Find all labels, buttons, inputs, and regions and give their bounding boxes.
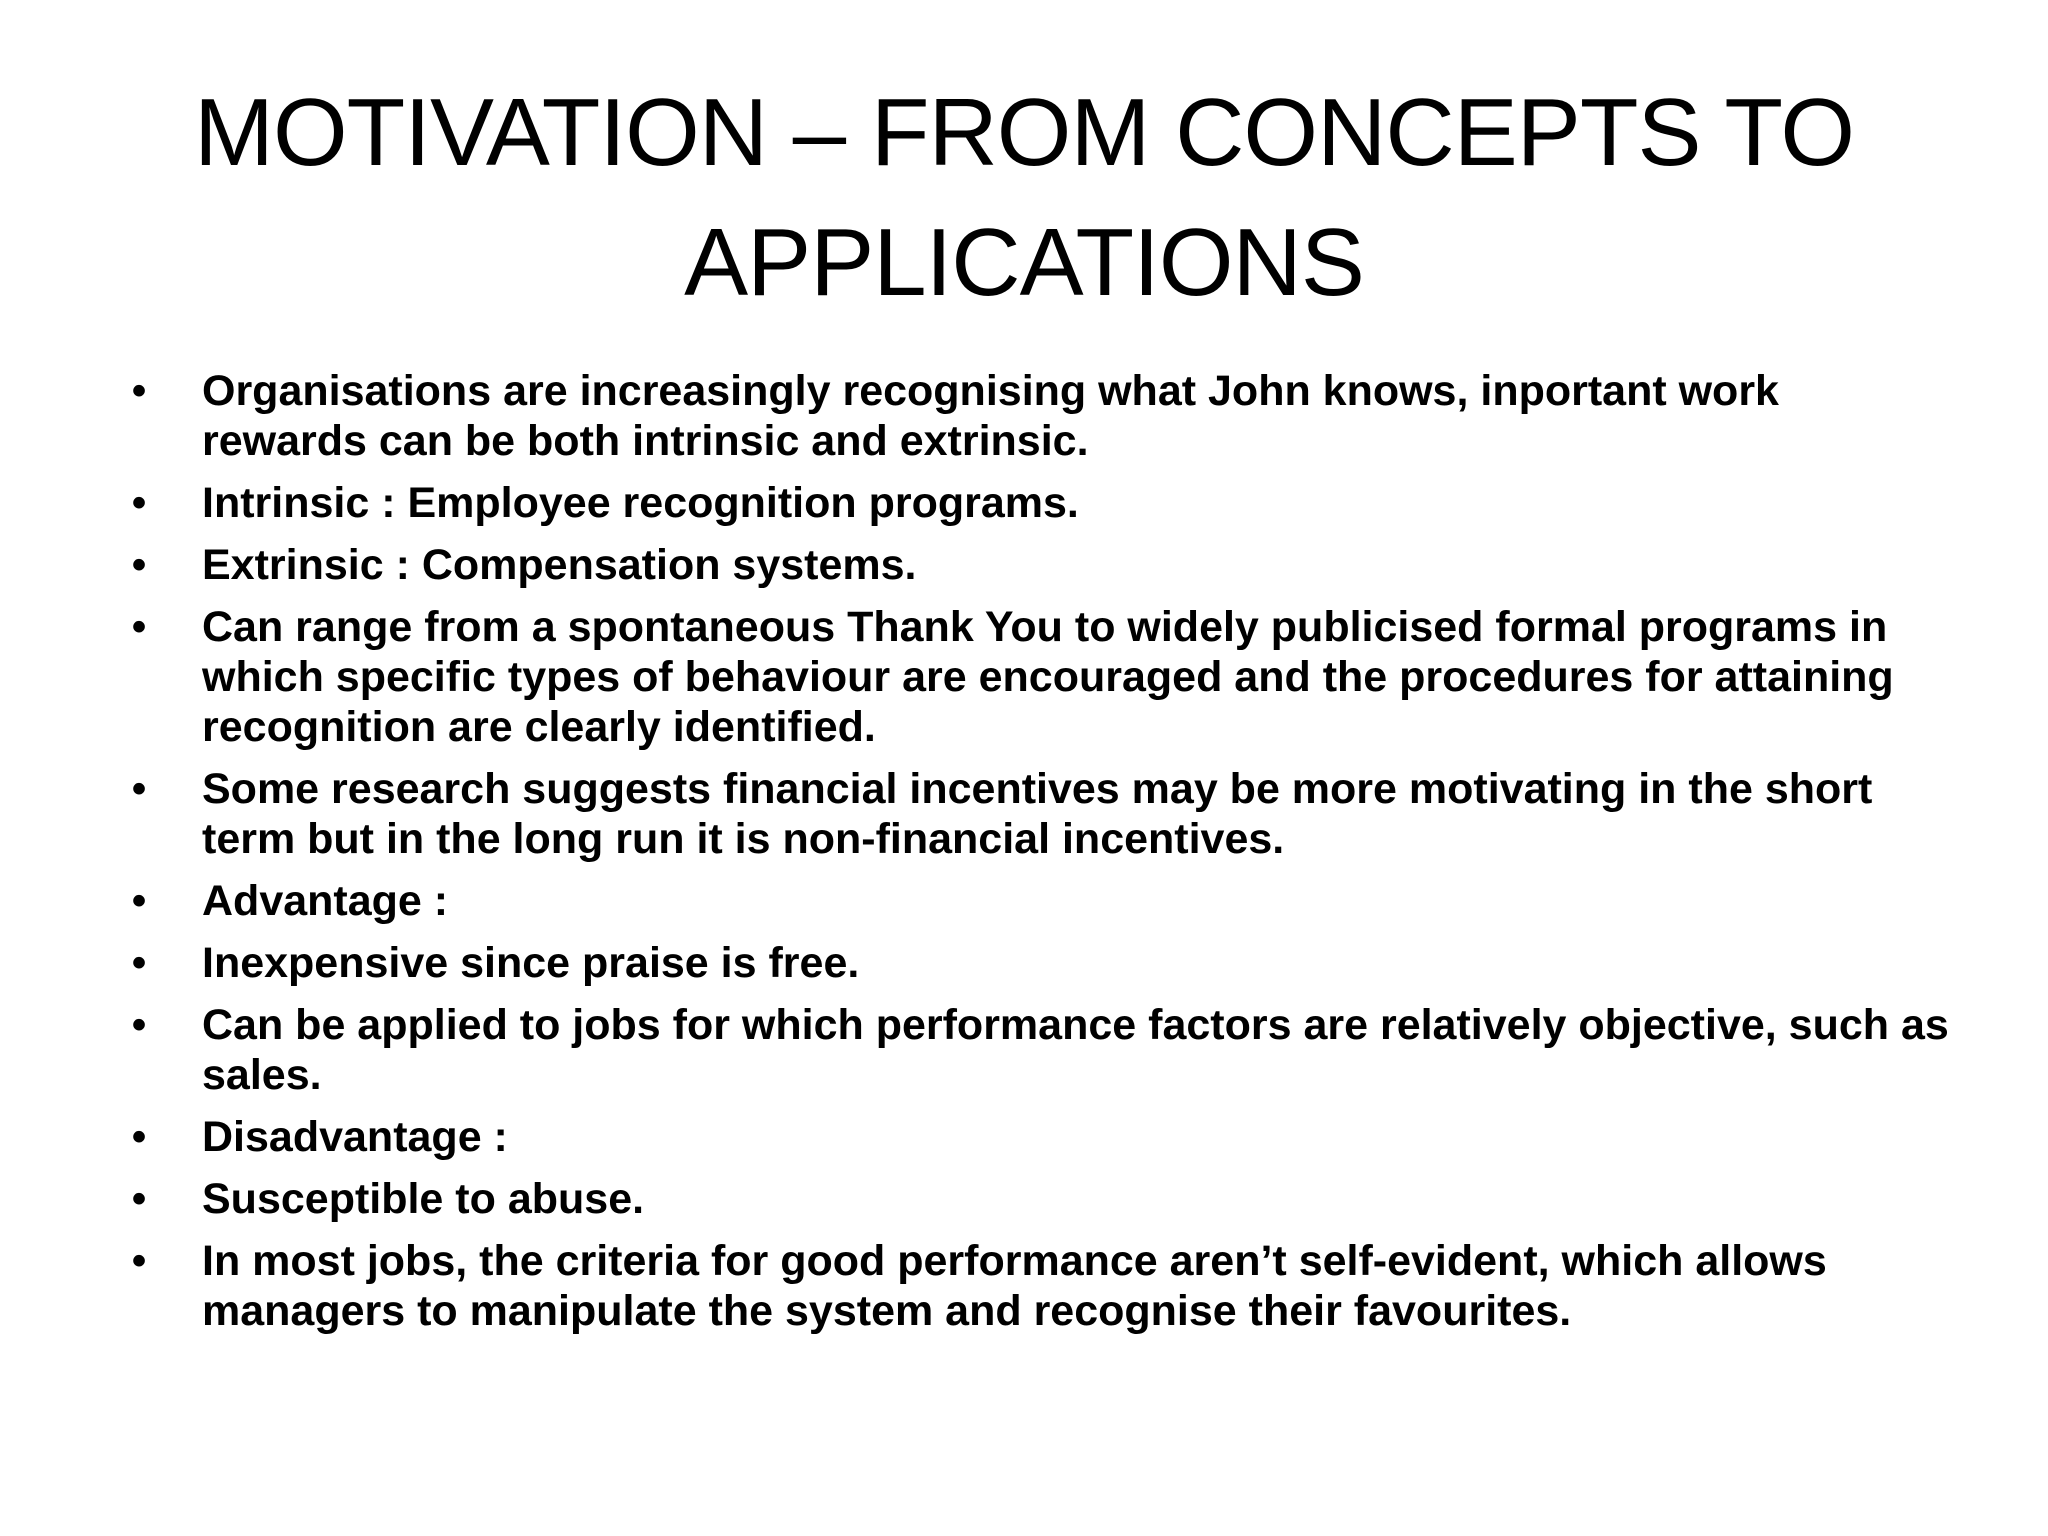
bullet-icon: • bbox=[131, 603, 147, 651]
slide-title bbox=[100, 68, 1948, 328]
bullet-icon: • bbox=[131, 479, 147, 527]
bullet-text: Some research suggests financial incentives may be more motivating in the short term but in the long run it is non-financial incentives. bbox=[202, 765, 1873, 863]
bullet-list bbox=[124, 366, 1954, 1348]
bullet-text: Extrinsic : Compensation systems. bbox=[202, 541, 917, 589]
bullet-item bbox=[124, 1112, 1954, 1162]
bullet-icon: • bbox=[131, 367, 147, 415]
bullet-text: Advantage : bbox=[202, 877, 449, 925]
bullet-text: Can range from a spontaneous Thank You to widely publicised formal programs in which specific types of behaviour are encouraged and the procedures for attaining recognition are clearly identified. bbox=[202, 603, 1894, 751]
bullet-icon: • bbox=[131, 877, 147, 925]
slide-title-line-2: APPLICATIONS bbox=[684, 209, 1364, 316]
bullet-item bbox=[124, 540, 1954, 590]
bullet-item bbox=[124, 876, 1954, 926]
bullet-text: Disadvantage : bbox=[202, 1113, 508, 1161]
bullet-text: Can be applied to jobs for which performance factors are relatively objective, such as sales. bbox=[202, 1001, 1949, 1099]
bullet-icon: • bbox=[131, 1237, 147, 1285]
bullet-icon: • bbox=[131, 939, 147, 987]
bullet-item bbox=[124, 764, 1954, 864]
bullet-icon: • bbox=[131, 765, 147, 813]
bullet-item bbox=[124, 478, 1954, 528]
bullet-item bbox=[124, 602, 1954, 752]
slide-title-line-1: MOTIVATION – FROM CONCEPTS TO bbox=[194, 79, 1854, 186]
bullet-text: Intrinsic : Employee recognition programs. bbox=[202, 479, 1079, 527]
bullet-text: Organisations are increasingly recognising what John knows, inportant work rewards can be both intrinsic and extrinsic. bbox=[202, 367, 1779, 465]
bullet-item bbox=[124, 1174, 1954, 1224]
bullet-icon: • bbox=[131, 1001, 147, 1049]
bullet-item bbox=[124, 1236, 1954, 1336]
bullet-item bbox=[124, 366, 1954, 466]
bullet-icon: • bbox=[131, 1175, 147, 1223]
bullet-item bbox=[124, 938, 1954, 988]
bullet-icon: • bbox=[131, 541, 147, 589]
bullet-text: Inexpensive since praise is free. bbox=[202, 939, 860, 987]
bullet-text: Susceptible to abuse. bbox=[202, 1175, 645, 1223]
bullet-item bbox=[124, 1000, 1954, 1100]
bullet-icon: • bbox=[131, 1113, 147, 1161]
bullet-text: In most jobs, the criteria for good performance aren’t self-evident, which allows managers to manipulate the system and recognise their favourites. bbox=[202, 1237, 1827, 1335]
